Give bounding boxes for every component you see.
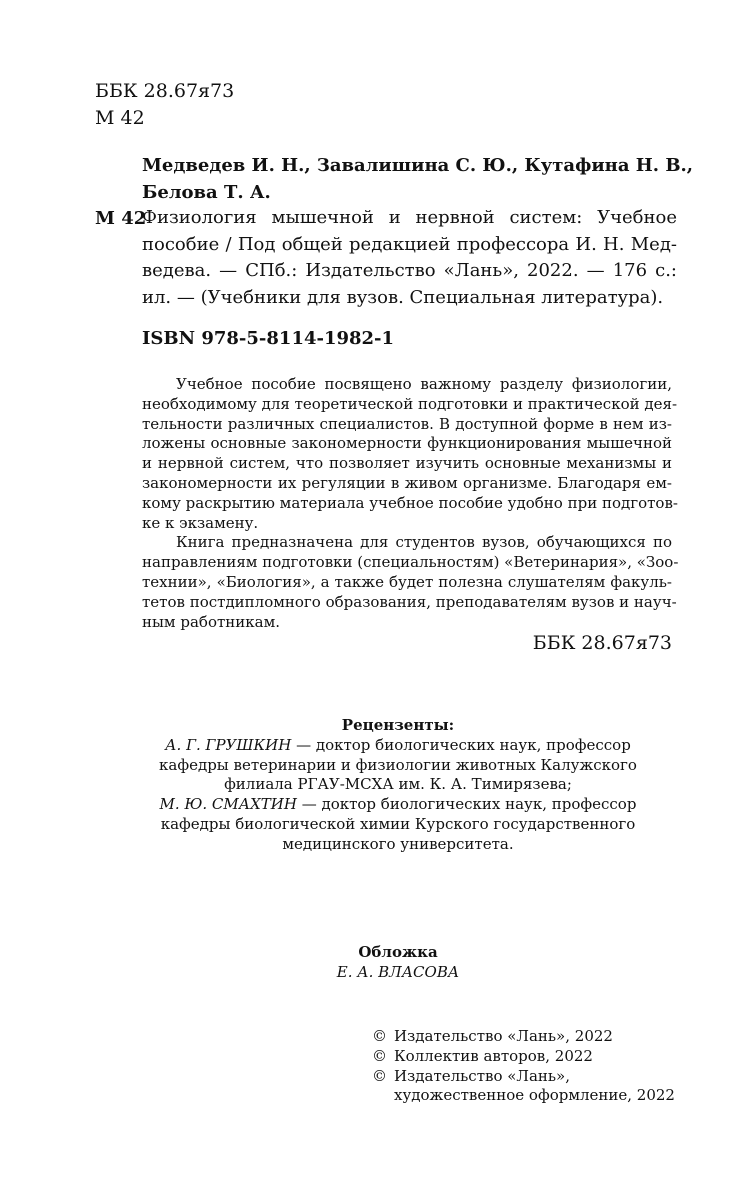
copyright-text: Издательство «Лань», <box>394 1066 571 1085</box>
copyright-block <box>372 1027 682 1106</box>
copyright-row <box>372 1067 682 1087</box>
abstract-line: закономерности их регуляции в живом организме. Благодаря ем- <box>142 473 672 492</box>
copyright-row <box>372 1047 682 1067</box>
abstract-line: Учебное пособие посвящено важному разделу физиологии, <box>176 375 672 393</box>
reviewers-heading: Рецензенты: <box>341 716 455 734</box>
author-mark: М 42 <box>95 107 145 129</box>
abstract-line: ным работникам. <box>142 612 281 631</box>
reviewer-1-line <box>120 736 676 756</box>
bbk-header <box>95 78 234 132</box>
authors <box>142 152 694 206</box>
bbk-code: ББК 28.67я73 <box>95 80 235 102</box>
isbn: ISBN 978-5-8114-1982-1 <box>142 328 395 349</box>
biblio-line: ведева. — СПб.: Издательство «Лань», 2022. — 176 с.: <box>142 260 677 281</box>
authors-line: Медведев И. Н., Завалишина С. Ю., Кутафина Н. В., <box>142 155 694 176</box>
abstract-line: ложены основные закономерности функционирования мышечной <box>142 434 672 453</box>
abstract-line: тетов постдипломного образования, преподавателям вузов и науч- <box>142 592 677 611</box>
copyright-text: художественное оформление, 2022 <box>394 1086 675 1105</box>
reviewer-1-line: кафедры ветеринарии и физиологии животных Калужского <box>159 755 637 774</box>
reviewer-2-name: М. Ю. СМАХТИН <box>159 795 297 814</box>
authors-line: Белова Т. А. <box>142 182 271 203</box>
biblio-line: пособие / Под общей редакцией профессора И. Н. Мед- <box>142 233 677 255</box>
abstract-line: технии», «Биология», а также будет полезна слушателям факуль- <box>142 572 672 591</box>
cover-heading: Обложка <box>358 943 438 961</box>
reviewers <box>120 716 676 855</box>
abstract-line: кому раскрытию материала учебное пособие удобно при подготов- <box>142 493 678 512</box>
abstract <box>142 375 679 632</box>
abstract-line: Книга предназначена для студентов вузов, обучающихся по <box>176 533 672 552</box>
copyright-row <box>372 1027 682 1047</box>
copyright-icon: © <box>372 1027 387 1045</box>
abstract-line: тельности различных специалистов. В доступной форме в нем из- <box>142 414 672 433</box>
cover-designer: Е. А. ВЛАСОВА <box>336 962 460 981</box>
copyright-text: Издательство «Лань», 2022 <box>394 1027 613 1045</box>
reviewer-1-title: — доктор биологических наук, профессор <box>291 735 631 754</box>
reviewer-2-line: кафедры биологической химии Курского государственного <box>160 814 636 833</box>
biblio-line: Физиология мышечной и нервной систем: Учебное <box>142 207 677 228</box>
reviewer-1-line: филиала РГАУ-МСХА им. К. А. Тимирязева; <box>224 775 572 794</box>
reviewer-2-line: медицинского университета. <box>282 834 514 853</box>
reviewer-2-line <box>120 795 676 815</box>
copyright-row <box>372 1086 682 1106</box>
cover-credit <box>120 943 676 983</box>
copyright-icon: © <box>372 1066 387 1085</box>
reviewer-1-name: А. Г. ГРУШКИН <box>165 735 292 754</box>
biblio-line: ил. — (Учебники для вузов. Специальная литература). <box>142 286 664 308</box>
abstract-line: и нервной систем, что позволяет изучить основные механизмы и <box>142 454 672 473</box>
copyright-text: Коллектив авторов, 2022 <box>394 1046 593 1065</box>
reviewer-2-title: — доктор биологических наук, профессор <box>296 795 637 814</box>
abstract-line: направлениям подготовки (специальностям) «Ветеринария», «Зоо- <box>142 553 679 572</box>
bbk-code-bottom: ББК 28.67я73 <box>532 632 672 654</box>
bibliographic-description <box>142 205 677 311</box>
copyright-icon: © <box>372 1046 387 1065</box>
biblio-mark: М 42 <box>95 208 147 229</box>
abstract-line: необходимому для теоретической подготовки и практической дея- <box>142 394 678 413</box>
abstract-line: ке к экзамену. <box>142 513 259 532</box>
